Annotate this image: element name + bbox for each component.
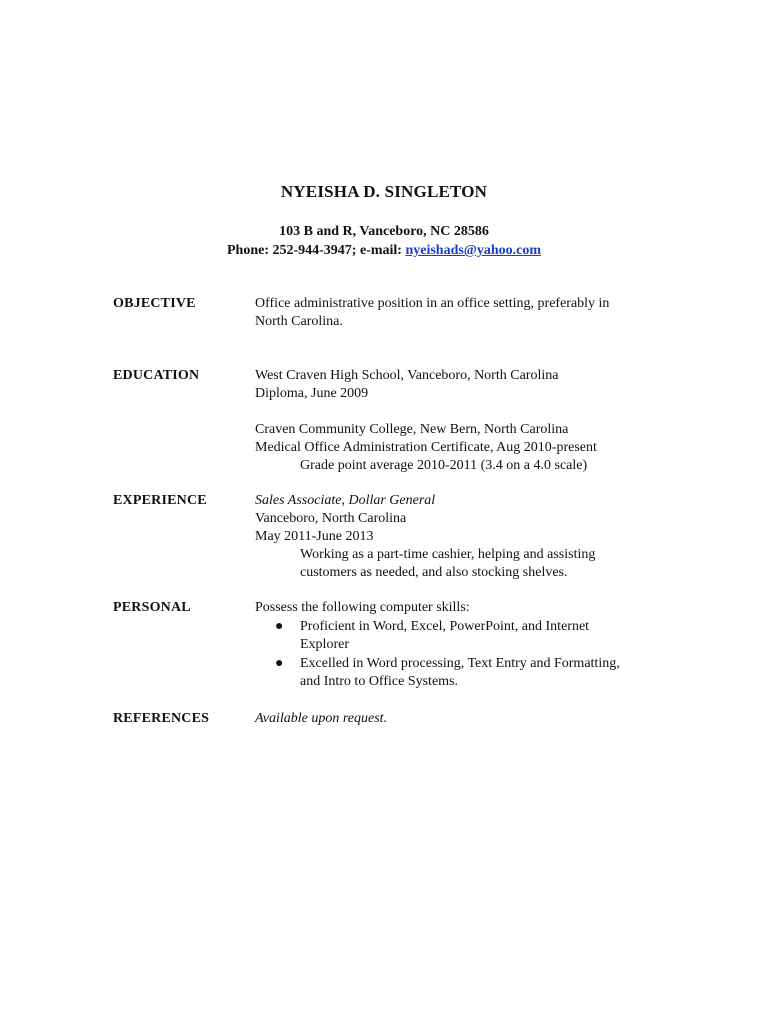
skills-intro: Possess the following computer skills: <box>255 600 470 615</box>
contact-line <box>0 241 768 260</box>
objective-line: North Carolina. <box>255 314 343 329</box>
phone-text: Phone: 252-944-3947; e-mail: <box>226 243 406 258</box>
references-label: REFERENCES <box>113 711 210 726</box>
objective-label: OBJECTIVE <box>113 296 196 311</box>
personal-label: PERSONAL <box>113 600 191 615</box>
high-school: West Craven High School, Vanceboro, North Carolina <box>255 368 559 383</box>
objective-line: Office administrative position in an office setting, preferably in <box>255 296 610 311</box>
certificate: Medical Office Administration Certificate, Aug 2010-present <box>255 440 597 455</box>
email-link[interactable]: nyeishads@yahoo.com <box>405 243 541 258</box>
list-item-line: Explorer <box>300 637 349 652</box>
diploma: Diploma, June 2009 <box>255 386 369 401</box>
list-item-line: Excelled in Word processing, Text Entry and Formatting, <box>300 656 620 671</box>
experience-body <box>255 492 655 582</box>
candidate-name: NYEISHA D. SINGLETON <box>280 182 488 201</box>
job-title: Sales Associate, Dollar General <box>255 493 436 508</box>
references-text: Available upon request. <box>255 711 388 726</box>
education-body <box>255 367 655 475</box>
job-description-line: Working as a part-time cashier, helping and assisting <box>300 547 596 562</box>
list-item-line: and Intro to Office Systems. <box>300 674 458 689</box>
objective-body <box>255 295 655 331</box>
experience-label: EXPERIENCE <box>113 493 207 508</box>
job-location: Vanceboro, North Carolina <box>255 511 407 526</box>
address-line: 103 B and R, Vanceboro, NC 28586 <box>279 224 489 239</box>
gpa: Grade point average 2010-2011 (3.4 on a 4.0 scale) <box>300 458 588 473</box>
resume-header <box>0 182 768 260</box>
job-dates: May 2011-June 2013 <box>255 529 374 544</box>
bullet-icon: ● <box>275 619 284 634</box>
references-body <box>255 710 655 728</box>
skills-list <box>255 618 655 691</box>
list-item <box>255 655 655 691</box>
personal-body <box>255 599 655 691</box>
college: Craven Community College, New Bern, North Carolina <box>255 422 569 437</box>
list-item-line: Proficient in Word, Excel, PowerPoint, and Internet <box>300 619 590 634</box>
education-label: EDUCATION <box>113 368 200 383</box>
bullet-icon: ● <box>275 656 284 671</box>
job-description-line: customers as needed, and also stocking shelves. <box>300 565 568 580</box>
list-item <box>255 618 655 654</box>
